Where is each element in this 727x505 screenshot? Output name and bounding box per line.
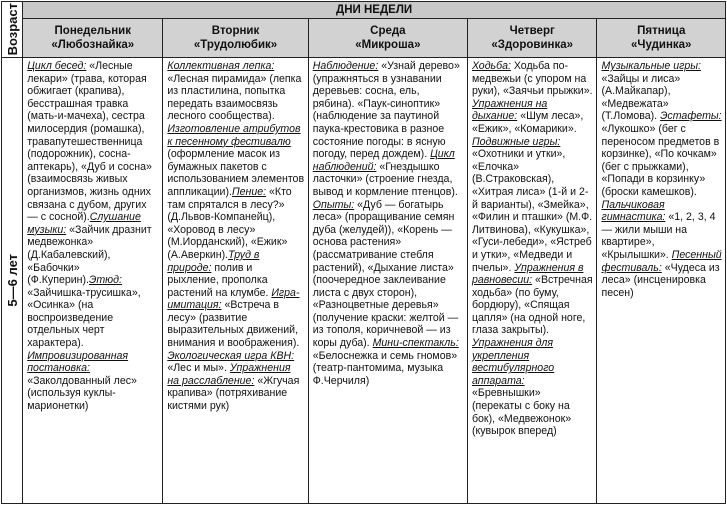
day-motto: «Любознайка» <box>51 39 135 51</box>
activity-label: Цикл наблюдений: <box>312 148 455 173</box>
activity-text: «Лукошко» (бег с переносом предметов в корзинке), «По кочкам» (бег с прыжками), «Попади в корзинку» (броски камешков). <box>601 122 720 198</box>
age-group-cell <box>2 58 23 504</box>
activity-label: Опыты: <box>312 198 355 211</box>
day-motto: «Чудинка» <box>631 39 692 51</box>
activity-text: «Шум леса», «Ежик», «Комарики». <box>471 110 584 135</box>
activity-text: «Бревнышки» (перекаты с боку на бок), «Медвежонок» (кувырок вперед) <box>471 387 572 438</box>
day-name: Четверг <box>509 25 555 37</box>
day-motto: «Микроша» <box>355 39 421 51</box>
tuesday-activities <box>163 58 308 504</box>
activity-text: «Лесная пирамида» (лепка из пластилина, попытка передать взаимосвязь лесного сообщества). <box>167 72 302 123</box>
activity-label: Импровизированная постановка: <box>27 349 129 375</box>
days-title: ДНИ НЕДЕЛИ <box>23 2 726 19</box>
activity-label: Мини-спектакль: <box>372 337 459 350</box>
age-header: Возраст <box>4 3 20 56</box>
activity-text: Ходьба по-медвежьи (с упором на руки), «Заячьи прыжки». <box>471 60 593 98</box>
age-group: 5—6 лет <box>4 254 20 307</box>
activity-label: Пение: <box>231 185 267 198</box>
activity-label: Слушание музыки: <box>27 211 141 236</box>
activity-text: «Встреча в лесу» (развитие выразительных движений, внимания и воображения). <box>167 299 300 350</box>
activity-label: Эстафеты: <box>660 110 722 123</box>
activity-text: «Дуб — богатырь леса» (проращивание семян дуба (желудей)), «Корень — основа растения» (рассматривание стебля растений), «Дыхание листа» (поочередное заклеивание листа с двух сторон), «Разноцветные деревья» (получение краски: желтой — из тополя, коричневой — из коры дуба). <box>312 198 459 350</box>
activity-text: «Охотники и утки», «Елочка» (В.Страковская), «Хитрая лиса» (1-й и 2-й варианты), «Змейка», «Филин и пташки» (М.Ф. Литвинова), «Кукушка», «Гуси-лебеди», «Ястреб и утки», «Медведи и пчелы». <box>471 148 593 274</box>
day-name: Среда <box>370 25 406 37</box>
activity-text: «Чудеса из леса» (инсценировка песен) <box>601 261 720 299</box>
activity-label: Игра-имитация: <box>167 286 300 312</box>
activity-text: «Заколдованный лес» (используя куклы-марионетки) <box>27 374 137 413</box>
day-header-thursday <box>467 19 597 58</box>
activity-label: Коллективная лепка: <box>167 60 275 72</box>
activity-label: Этюд: <box>88 274 122 287</box>
activity-label: Труд в природе: <box>167 248 260 274</box>
activity-label: Цикл бесед: <box>27 60 87 72</box>
day-name: Пятница <box>637 25 686 37</box>
activity-label: Пальчиковая гимнастика: <box>601 198 666 224</box>
day-header-wednesday <box>308 19 467 58</box>
activity-label: Подвижные игры: <box>471 135 561 148</box>
activity-text: «Кто там спрятался в лесу?» (Д.Львов-Компанейц), «Хоровод в лесу» (М.Иорданский), «Ежик» (А.Аверкин). <box>167 185 292 261</box>
activity-text: «Зайчишка-трусишка», «Осинка» (на воспроизведение отдельных черт характера). <box>27 286 141 350</box>
activity-label: Наблюдение: <box>312 60 379 72</box>
activity-text: «Зайцы и лиса» (А.Майкапар), «Медвежата» (Т.Ломова). <box>601 72 681 123</box>
activity-text: «Лесные лекари» (трава, которая обжигает (крапива), бесстрашная травка (мать-и-мачеха), сестра милосердия (ромашка), травапутешественница (подорожник), сосна-аптекарь), «Дуб и сосна» (взаимосвязь живых организмов, жизнь одних связана с дубом, других — с сосной). <box>27 60 152 224</box>
activity-text: «Гнездышко ласточки» (строение гнезда, вывод и кормление птенцов). <box>312 160 458 198</box>
day-header-monday <box>23 19 163 58</box>
day-name: Понедельник <box>54 25 132 37</box>
weekly-activity-table <box>1 1 726 504</box>
day-header-friday <box>597 19 726 58</box>
day-header-tuesday <box>163 19 308 58</box>
day-name: Вторник <box>211 25 260 37</box>
activity-label: Экологическая игра КВН: <box>167 349 295 362</box>
activity-label: Упражнения на дыхание: <box>471 97 548 123</box>
activity-text: «Жгучая крапива» (потряхивание кистями рук) <box>167 374 300 413</box>
activity-label: Музыкальные игры: <box>601 60 701 72</box>
friday-activities <box>597 58 726 504</box>
activity-label: Упражнения для укрепления вестибулярного аппарата: <box>471 337 555 387</box>
activity-text: «Белоснежка и семь гномов» (театр-пантомима, музыка Ф.Черчиля) <box>312 349 458 387</box>
activity-text: «Зайчик дразнит медвежонка» (Д.Кабалевский), «Бабочки» (Ф.Куперин). <box>27 223 152 287</box>
activity-label: Песенный фестиваль: <box>601 248 722 274</box>
day-motto: «Трудолюбик» <box>193 39 278 51</box>
activity-label: Ходьба: <box>471 60 511 72</box>
activity-label: Упражнения в равновесии: <box>471 261 584 287</box>
wednesday-activities <box>308 58 467 504</box>
activity-text: полив и рыхление, прополка растений на клумбе. <box>167 261 272 299</box>
day-motto: «Здоровинка» <box>491 39 574 51</box>
activity-text: «Узнай дерево» (упражняться в узнавании деревьев: сосна, ель, рябина). «Паук-синоптик» (наблюдение за паутиной паука-крестовика в разное состояние погоды: в ясную погоду, перед дождем). <box>312 60 460 161</box>
age-header-cell <box>2 2 23 58</box>
monday-activities <box>23 58 163 504</box>
activity-text: «1, 2, 3, 4 — жили мыши на квартире», «Крылышки». <box>601 211 716 261</box>
activity-label: Изготовление атрибутов к песенному фестивалю <box>167 122 301 148</box>
thursday-activities <box>467 58 597 504</box>
activity-text: (оформление масок из бумажных пакетов с использованием элементов аппликации). <box>167 148 305 198</box>
activity-text: «Встречная ходьба» (по буму, бордюру), «Спящая цапля» (на одной ноге, глаза закрыты). <box>471 274 593 337</box>
activity-label: Упражнения на расслабление: <box>167 362 291 387</box>
activity-text: «Лес и мы». <box>167 362 230 375</box>
